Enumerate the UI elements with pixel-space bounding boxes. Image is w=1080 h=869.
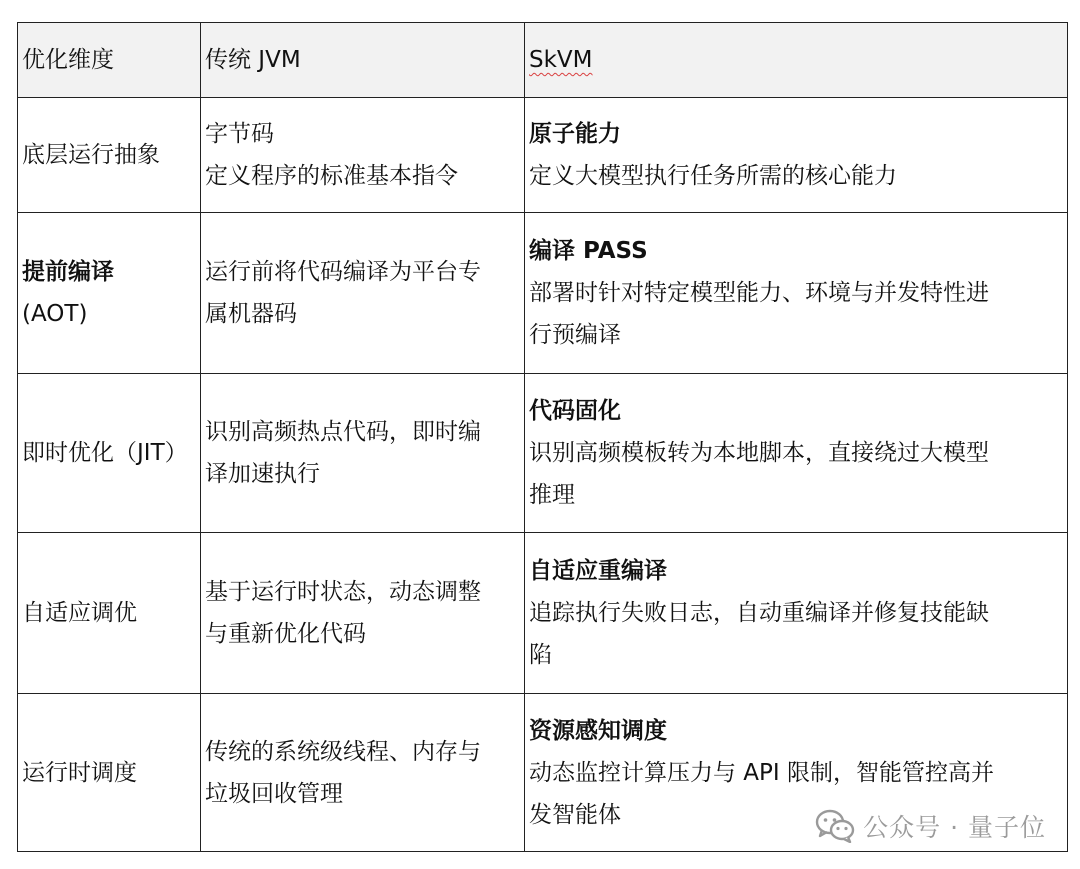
jvm-cell bbox=[201, 533, 525, 694]
jvm-line: 属机器码 bbox=[205, 301, 297, 327]
jvm-line: 译加速执行 bbox=[205, 461, 320, 487]
skvm-title: 资源感知调度 bbox=[529, 717, 667, 744]
jvm-line: 字节码 bbox=[205, 121, 274, 147]
dimension-line: (AOT) bbox=[22, 301, 88, 327]
skvm-cell bbox=[525, 213, 1068, 374]
dimension-cell: 运行时调度 bbox=[18, 694, 201, 852]
skvm-desc-line: 部署时针对特定模型能力、环境与并发特性进 bbox=[529, 280, 989, 306]
dimension-cell bbox=[18, 213, 201, 374]
header-dimension: 优化维度 bbox=[18, 23, 201, 98]
jvm-cell bbox=[201, 98, 525, 213]
skvm-cell bbox=[525, 374, 1068, 533]
jvm-cell bbox=[201, 213, 525, 374]
watermark-text: 公众号 · 量子位 bbox=[863, 813, 1046, 842]
skvm-desc-line: 陷 bbox=[529, 642, 552, 668]
jvm-line: 基于运行时状态，动态调整 bbox=[205, 579, 481, 605]
table-row bbox=[18, 374, 1068, 533]
jvm-line: 与重新优化代码 bbox=[205, 621, 366, 647]
skvm-desc-line: 动态监控计算压力与 API 限制，智能管控高并 bbox=[529, 759, 995, 786]
wechat-icon bbox=[815, 809, 855, 843]
comparison-table bbox=[17, 22, 1068, 852]
skvm-title: 代码固化 bbox=[529, 398, 621, 424]
dimension-cell: 底层运行抽象 bbox=[18, 98, 201, 213]
skvm-desc-line: 发智能体 bbox=[529, 801, 621, 828]
jvm-cell bbox=[201, 694, 525, 852]
skvm-title: 原子能力 bbox=[529, 121, 621, 147]
skvm-desc-line: 行预编译 bbox=[529, 322, 621, 348]
jvm-line: 识别高频热点代码，即时编 bbox=[205, 419, 481, 445]
watermark bbox=[815, 806, 1046, 846]
skvm-desc-line: 追踪执行失败日志，自动重编译并修复技能缺 bbox=[529, 600, 989, 626]
table-header-row bbox=[18, 23, 1068, 98]
skvm-title: 自适应重编译 bbox=[529, 558, 667, 584]
table-row bbox=[18, 533, 1068, 694]
table-row bbox=[18, 213, 1068, 374]
dimension-line: 提前编译 bbox=[22, 259, 114, 285]
dimension-cell: 自适应调优 bbox=[18, 533, 201, 694]
skvm-desc-line: 推理 bbox=[529, 482, 575, 508]
skvm-cell bbox=[525, 98, 1068, 213]
jvm-line: 垃圾回收管理 bbox=[205, 780, 343, 807]
skvm-desc-line: 定义大模型执行任务所需的核心能力 bbox=[529, 163, 897, 189]
header-skvm bbox=[525, 23, 1068, 98]
header-jvm: 传统 JVM bbox=[201, 23, 525, 98]
skvm-cell bbox=[525, 533, 1068, 694]
dimension-cell: 即时优化（JIT） bbox=[18, 374, 201, 533]
skvm-title: 编译 PASS bbox=[529, 238, 648, 264]
jvm-cell bbox=[201, 374, 525, 533]
jvm-line: 运行前将代码编译为平台专 bbox=[205, 259, 481, 285]
header-skvm-label: SkVM bbox=[529, 47, 593, 73]
jvm-line: 定义程序的标准基本指令 bbox=[205, 163, 458, 189]
skvm-desc-line: 识别高频模板转为本地脚本，直接绕过大模型 bbox=[529, 440, 989, 466]
jvm-line: 传统的系统级线程、内存与 bbox=[205, 738, 481, 765]
table-row bbox=[18, 98, 1068, 213]
